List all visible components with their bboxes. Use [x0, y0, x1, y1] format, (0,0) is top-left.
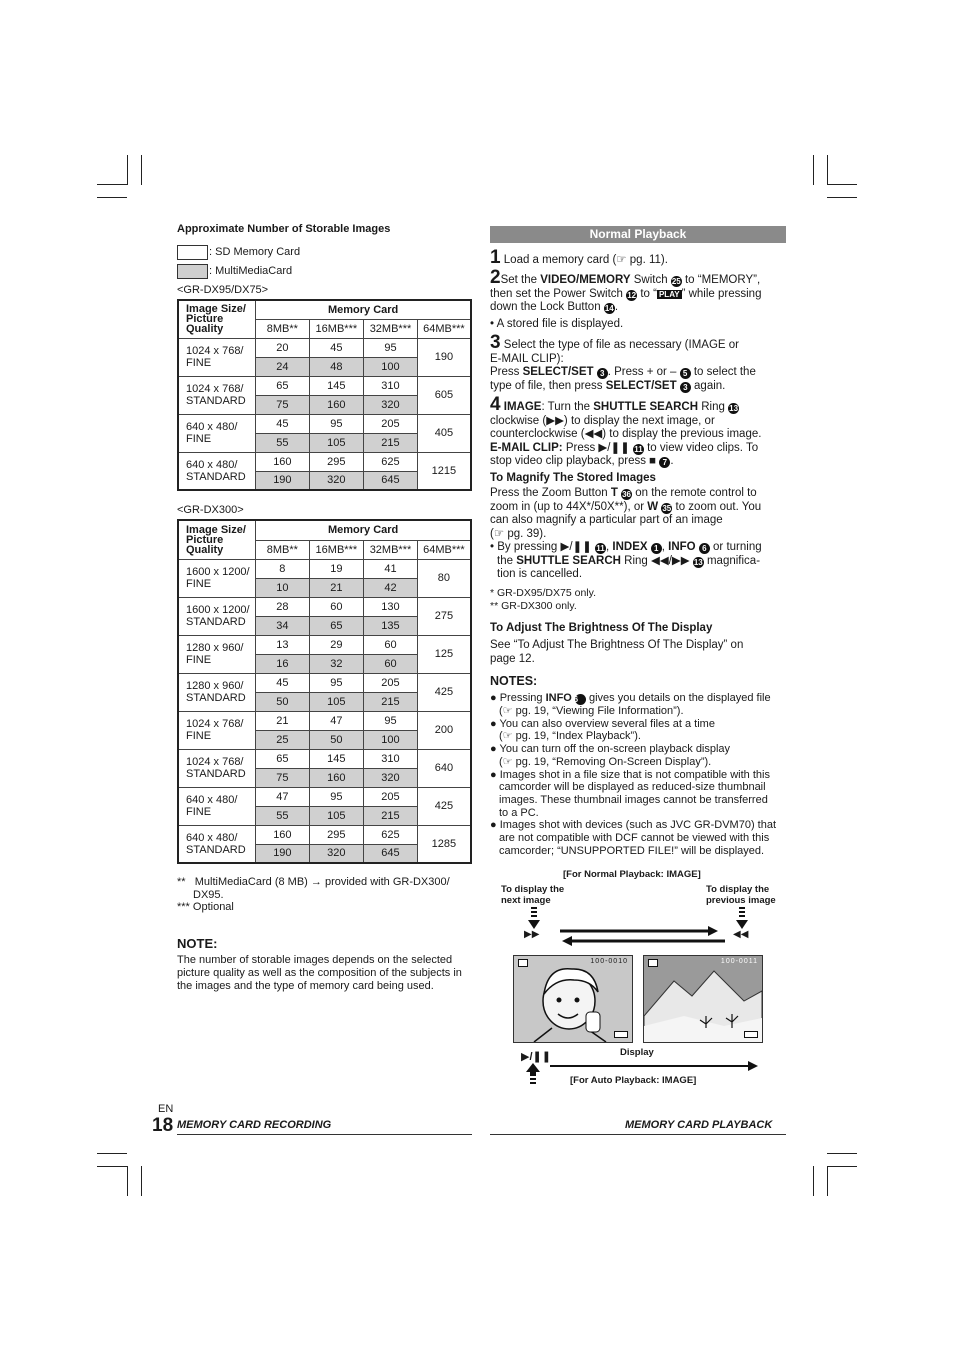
size-header: 32MB*** [364, 540, 418, 559]
crop-mark [827, 184, 857, 185]
size-header: 16MB*** [309, 319, 364, 338]
mmc-count-cell: 105 [309, 433, 364, 452]
mmc-count-cell: 55 [256, 433, 309, 452]
crop-mark [97, 1166, 127, 1167]
size-header: 64MB*** [417, 540, 471, 559]
size-header: 8MB** [256, 540, 309, 559]
mmc-count-cell: 160 [309, 768, 364, 787]
mmc-count-cell: 105 [309, 692, 364, 711]
mmc-count-cell: 105 [309, 806, 364, 825]
section-title: Approximate Number of Storable Images [177, 223, 391, 235]
mmc-count-cell: 65 [309, 616, 364, 635]
sd-count-cell: 47 [309, 711, 364, 730]
screen-image-left [513, 955, 633, 1043]
row-label: 640 x 480/ STANDARD [178, 825, 256, 863]
mmc-count-cell: 320 [364, 768, 418, 787]
row-label: 1280 x 960/ FINE [178, 635, 256, 673]
memory-card-header: Memory Card [256, 520, 471, 540]
table-row [178, 711, 471, 730]
footnote-star: * GR-DX95/DX75 only. [490, 587, 597, 599]
table-row [178, 597, 471, 616]
mmc-count-cell: 32 [309, 654, 364, 673]
row-label: 1280 x 960/ STANDARD [178, 673, 256, 711]
crop-mark [97, 184, 127, 185]
legend-swatch-sd [177, 245, 208, 260]
row-label: 1600 x 1200/ STANDARD [178, 597, 256, 635]
sd-count-cell: 95 [309, 414, 364, 433]
row-label: 640 x 480/ STANDARD [178, 452, 256, 490]
model-label-dx300: <GR-DX300> [177, 504, 244, 516]
crop-mark [827, 155, 828, 185]
mmc-count-cell: 16 [256, 654, 309, 673]
mmc-count-cell: 645 [364, 471, 418, 490]
sd-count-cell: 160 [256, 452, 309, 471]
table-row [178, 559, 471, 578]
sd-count-cell: 205 [364, 414, 418, 433]
sd-count-cell: 130 [364, 597, 418, 616]
count-64mb-cell: 200 [417, 711, 471, 749]
mmc-count-cell: 190 [256, 471, 309, 490]
mountain-illustration [644, 956, 762, 1042]
sd-count-cell: 28 [256, 597, 309, 616]
footer-rule-left [177, 1134, 472, 1135]
next-press-arrow-icon [528, 907, 540, 929]
sd-count-cell: 310 [364, 376, 418, 395]
sd-count-cell: 205 [364, 787, 418, 806]
sd-count-cell: 145 [309, 376, 364, 395]
crop-mark [827, 1153, 857, 1154]
mmc-count-cell: 100 [364, 357, 418, 376]
sd-count-cell: 13 [256, 635, 309, 654]
mmc-count-cell: 50 [309, 730, 364, 749]
screen-image-right [643, 955, 763, 1043]
table-head-label: Image Size/ Picture Quality [178, 300, 256, 338]
play-pause-icon: ▶/❚❚ [521, 1051, 551, 1063]
sd-count-cell: 20 [256, 338, 309, 357]
row-label: 1600 x 1200/ FINE [178, 559, 256, 597]
sd-count-cell: 45 [256, 414, 309, 433]
sd-count-cell: 19 [309, 559, 364, 578]
footer-rule-right [490, 1134, 786, 1135]
battery-icon [744, 1031, 758, 1038]
battery-icon [614, 1031, 628, 1038]
sd-count-cell: 295 [309, 452, 364, 471]
mmc-count-cell: 320 [309, 844, 364, 863]
footnote-mmc: ** MultiMediaCard (8 MB) → provided with GR-DX300/ DX95. [177, 876, 450, 901]
step-3: 3 Select the type of file as necessary (IMAGE or E-MAIL CLIP): Press SELECT/SET 3 . Press + or – 5 to select the type of file, then press SELECT/SET 3 again. [490, 332, 756, 392]
sd-count-cell: 625 [364, 452, 418, 471]
table-row [178, 452, 471, 471]
sd-count-cell: 95 [364, 338, 418, 357]
mmc-count-cell: 21 [309, 578, 364, 597]
sd-count-cell: 41 [364, 559, 418, 578]
mmc-count-cell: 60 [364, 654, 418, 673]
list-item: ● Images shot in a file size that is not compatible with this camcorder will be displayed as reduced-size thumbnail images. These thumbnail images cannot be transferred to a PC. [490, 768, 770, 819]
page-number: 18 [152, 1115, 174, 1136]
mmc-count-cell: 75 [256, 768, 309, 787]
size-header: 32MB*** [364, 319, 418, 338]
crop-mark [127, 155, 128, 185]
crop-mark [827, 1166, 828, 1196]
sd-count-cell: 47 [256, 787, 309, 806]
list-item: ● Images shot with devices (such as JVC GR-DVM70) that are not compatible with DCF cannot be viewed with this camcorder; “UNSUPPORTED FILE!” will be displayed. [490, 819, 777, 857]
mmc-count-cell: 160 [309, 395, 364, 414]
size-header: 8MB** [256, 319, 309, 338]
step-1: 1 Load a memory card (☞ pg. 11). [490, 247, 668, 268]
storage-table-dx300 [177, 519, 472, 864]
storage-table-dx95 [177, 299, 472, 491]
sd-count-cell: 205 [364, 673, 418, 692]
crop-mark [813, 1166, 814, 1196]
list-item: ● Pressing INFO 6 gives you details on the displayed file (☞ pg. 19, “Viewing File Information”). [490, 692, 771, 717]
crop-mark [127, 1166, 128, 1196]
mmc-count-cell: 100 [364, 730, 418, 749]
legend-label-sd: : SD Memory Card [209, 246, 301, 258]
sd-count-cell: 45 [309, 338, 364, 357]
prev-press-arrow-icon [736, 907, 748, 929]
sd-count-cell: 625 [364, 825, 418, 844]
row-label: 1024 x 768/ FINE [178, 711, 256, 749]
step-2-bullet: • A stored file is displayed. [490, 318, 624, 330]
mmc-count-cell: 215 [364, 433, 418, 452]
sd-count-cell: 160 [256, 825, 309, 844]
list-item: ● You can turn off the on-screen playback display (☞ pg. 19, “Removing On-Screen Display”). [490, 743, 731, 768]
table-row [178, 673, 471, 692]
magnify-title: To Magnify The Stored Images [490, 472, 656, 484]
footer-right-title: MEMORY CARD PLAYBACK [625, 1119, 773, 1131]
legend-swatch-mmc [177, 264, 208, 279]
sd-count-cell: 45 [256, 673, 309, 692]
mmc-count-cell: 34 [256, 616, 309, 635]
table-row [178, 635, 471, 654]
table-row [178, 787, 471, 806]
crop-mark [813, 155, 814, 185]
sd-count-cell: 295 [309, 825, 364, 844]
label-next-image: To display the next image [501, 884, 565, 906]
magnify-body: Press the Zoom Button T 36 on the remote control to zoom in (up to 44X*/50X**), or W 35 to zoom out. You can also magnify a particular part of an image (☞ pg. 39). • By pressing ▶/❚❚ 11, INDEX 1 , INFO 6 or turning the SHUTTLE SEARCH Ring ◀◀/▶▶ 13 magnifica- tion is cancelled. [490, 487, 762, 580]
mmc-count-cell: 42 [364, 578, 418, 597]
fast-forward-icon: ▶▶ [524, 929, 540, 940]
section-bar: Normal Playback [490, 226, 786, 243]
sd-count-cell: 60 [364, 635, 418, 654]
table-head-label: Image Size/ Picture Quality [178, 520, 256, 559]
count-64mb-cell: 605 [417, 376, 471, 414]
mmc-count-cell: 645 [364, 844, 418, 863]
step-4: 4 IMAGE: Turn the SHUTTLE SEARCH Ring 13 clockwise (▶▶) to display the next image, or counterclockwise (◀◀) to display the previous image. E-MAIL CLIP: Press ▶/❚❚ 11 to view video clips. To stop video clip playback, press ■ 7 . [490, 394, 762, 467]
mmc-count-cell: 48 [309, 357, 364, 376]
diagram-bottom-label: [For Auto Playback: IMAGE] [570, 1075, 697, 1086]
mmc-count-cell: 320 [364, 395, 418, 414]
mmc-count-cell: 10 [256, 578, 309, 597]
notes-list [490, 692, 790, 857]
crop-mark [827, 1166, 857, 1167]
sd-count-cell: 95 [309, 787, 364, 806]
row-label: 1024 x 768/ FINE [178, 338, 256, 376]
display-label: Display [620, 1047, 654, 1058]
crop-mark [827, 197, 857, 198]
legend-label-mmc: : MultiMediaCard [209, 265, 293, 277]
sd-count-cell: 8 [256, 559, 309, 578]
row-label: 640 x 480/ FINE [178, 787, 256, 825]
mmc-count-cell: 320 [309, 471, 364, 490]
table-row [178, 338, 471, 357]
note-body: The number of storable images depends on the selected picture quality as well as the composition of the subjects in the images and the type of memory card being used. [177, 954, 462, 992]
mmc-count-cell: 25 [256, 730, 309, 749]
sd-count-cell: 60 [309, 597, 364, 616]
memory-card-header: Memory Card [256, 300, 471, 319]
count-64mb-cell: 405 [417, 414, 471, 452]
sd-count-cell: 95 [309, 673, 364, 692]
sd-count-cell: 95 [364, 711, 418, 730]
mmc-count-cell: 215 [364, 692, 418, 711]
count-64mb-cell: 425 [417, 673, 471, 711]
mmc-count-cell: 190 [256, 844, 309, 863]
footnote-double-star: ** GR-DX300 only. [490, 600, 577, 612]
diagram-top-label: [For Normal Playback: IMAGE] [563, 869, 701, 880]
crop-mark [97, 1153, 127, 1154]
count-64mb-cell: 425 [417, 787, 471, 825]
count-64mb-cell: 275 [417, 597, 471, 635]
mmc-count-cell: 24 [256, 357, 309, 376]
crop-mark [141, 155, 142, 185]
note-title: NOTE: [177, 936, 218, 951]
sd-count-cell: 145 [309, 749, 364, 768]
brightness-title: To Adjust The Brightness Of The Display [490, 622, 713, 634]
model-label-dx95: <GR-DX95/DX75> [177, 284, 269, 296]
footer-left-title: MEMORY CARD RECORDING [177, 1119, 332, 1131]
label-previous-image: To display the previous image [706, 884, 776, 906]
sd-count-cell: 21 [256, 711, 309, 730]
sd-count-cell: 29 [309, 635, 364, 654]
table-row [178, 414, 471, 433]
language-code: EN [158, 1103, 174, 1115]
table-row [178, 376, 471, 395]
mmc-count-cell: 135 [364, 616, 418, 635]
file-number: 100-0010 [590, 958, 628, 965]
count-64mb-cell: 640 [417, 749, 471, 787]
file-number: 100-0011 [720, 958, 758, 965]
table-row [178, 749, 471, 768]
count-64mb-cell: 125 [417, 635, 471, 673]
sd-count-cell: 65 [256, 376, 309, 395]
count-64mb-cell: 1285 [417, 825, 471, 863]
mmc-count-cell: 55 [256, 806, 309, 825]
count-64mb-cell: 1215 [417, 452, 471, 490]
rewind-icon: ◀◀ [733, 929, 749, 940]
row-label: 1024 x 768/ STANDARD [178, 376, 256, 414]
count-64mb-cell: 80 [417, 559, 471, 597]
list-item: ● You can also overview several files at a time (☞ pg. 19, “Index Playback”). [490, 717, 715, 743]
mmc-count-cell: 215 [364, 806, 418, 825]
table-row [178, 825, 471, 844]
count-64mb-cell: 190 [417, 338, 471, 376]
size-header: 64MB*** [417, 319, 471, 338]
mmc-count-cell: 50 [256, 692, 309, 711]
notes-title: NOTES: [490, 674, 538, 688]
child-illustration [514, 956, 632, 1042]
sd-count-cell: 310 [364, 749, 418, 768]
row-label: 1024 x 768/ STANDARD [178, 749, 256, 787]
brightness-body: See “To Adjust The Brightness Of The Display” on page 12. [490, 639, 744, 665]
size-header: 16MB*** [309, 540, 364, 559]
step-2: 2Set the VIDEO/MEMORY Switch 25 to “MEMORY”, then set the Power Switch 12 to “ PLAY ” while pressing down the Lock Button 14. [490, 267, 762, 313]
crop-mark [141, 1166, 142, 1196]
crop-mark [97, 197, 127, 198]
mmc-count-cell: 75 [256, 395, 309, 414]
sd-count-cell: 65 [256, 749, 309, 768]
row-label: 640 x 480/ FINE [178, 414, 256, 452]
footnote-optional: *** Optional [177, 901, 234, 913]
